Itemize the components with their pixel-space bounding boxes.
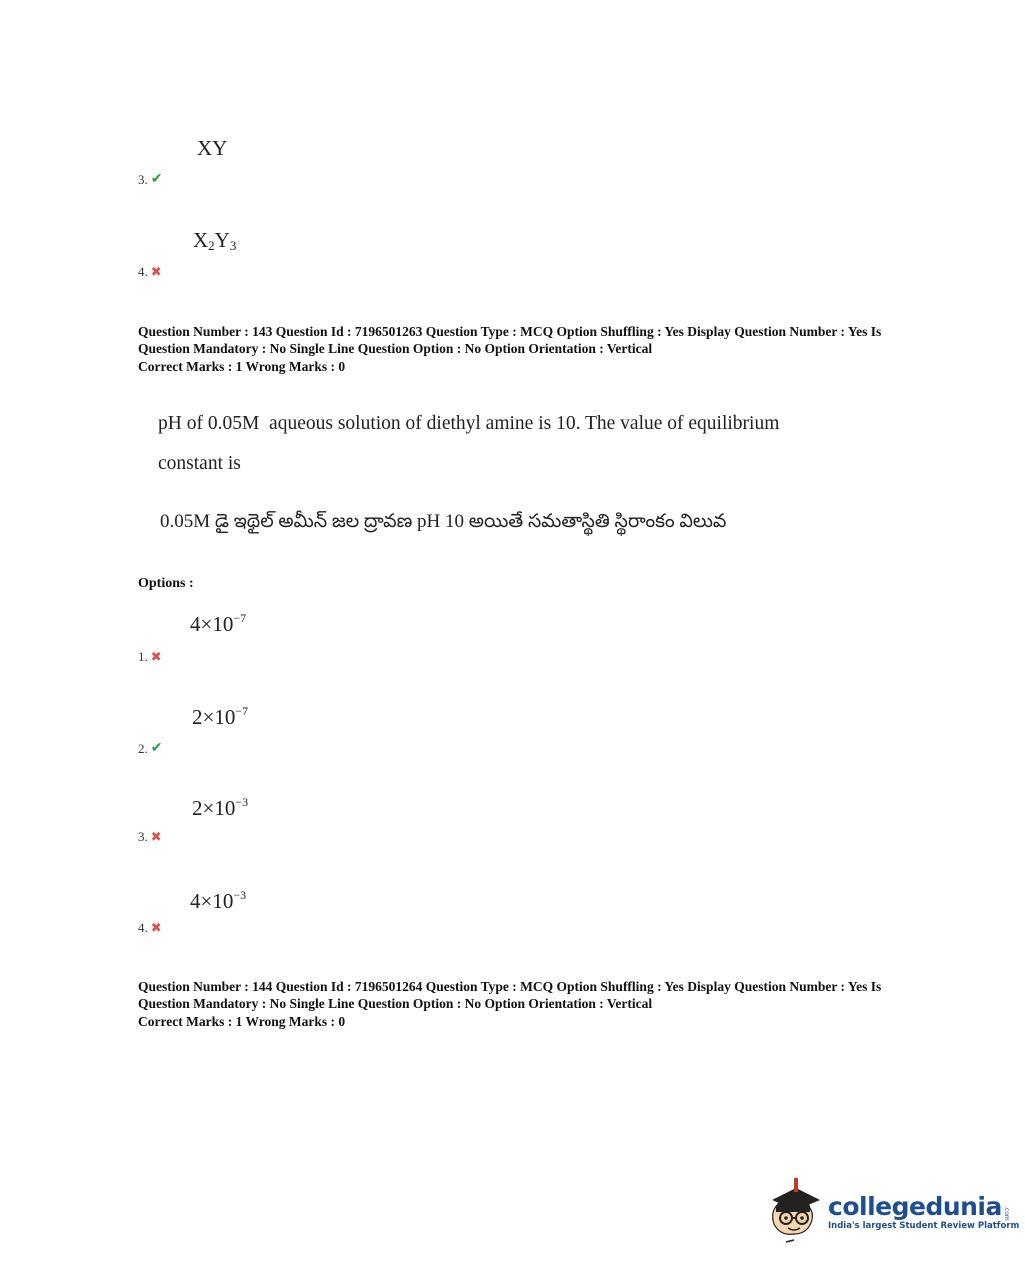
option-2-text [192, 704, 248, 730]
option-exponent: −3 [235, 795, 249, 809]
option-number-label: 3. [138, 171, 148, 187]
logo-text-block [828, 1192, 1019, 1231]
option-number-label: 3. [138, 829, 148, 844]
meta-line-1: Question Number : 144 Question Id : 7196501264 Question Type : MCQ Option Shuffling : Yes Display Question Number : Yes Is [138, 979, 882, 994]
option-base: 4×10 [190, 612, 234, 636]
logo-name: collegedunia [828, 1191, 1002, 1221]
option-exponent: −7 [233, 611, 247, 625]
option-base: 2×10 [192, 705, 236, 729]
question-143-text-line-1: pH of 0.05M aqueous solution of diethyl amine is 10. The value of equilibrium [158, 413, 780, 434]
option-1-text [190, 611, 246, 637]
meta-line-2: Question Mandatory : No Single Line Question Option : No Option Orientation : Vertical [138, 996, 653, 1011]
option-exponent: −7 [235, 704, 249, 718]
formula-y: Y [214, 228, 230, 252]
option-base: 2×10 [192, 796, 236, 820]
formula-x: X [193, 228, 209, 252]
logo-com: .com [1002, 1205, 1010, 1221]
logo-tagline: India's largest Student Review Platform [828, 1220, 1020, 1231]
question-143-text-line-2: constant is [158, 453, 241, 474]
check-icon: ✔ [150, 172, 163, 187]
formula-sub-1: 2 [208, 238, 215, 253]
option-2-number [138, 740, 162, 757]
option-number-label: 2. [138, 740, 148, 756]
option-exponent: −3 [233, 888, 247, 902]
question-144-meta [138, 978, 918, 1030]
prev-option-3-text: XY [197, 136, 228, 160]
collegedunia-logo [766, 1176, 1019, 1246]
prev-option-4-number [138, 264, 162, 280]
marks-line: Correct Marks : 1 Wrong Marks : 0 [138, 359, 346, 374]
option-number-label: 1. [138, 649, 148, 664]
options-label: Options : [138, 576, 194, 591]
cross-icon: ✖ [150, 649, 162, 664]
cross-icon: ✖ [150, 829, 162, 844]
option-1-number [138, 649, 162, 665]
option-number-label: 4. [138, 264, 148, 279]
mascot-icon [766, 1176, 822, 1246]
question-143-telugu-text: 0.05M డై ఇథైల్ అమీన్ జల ద్రావణ pH 10 అయితే సమతాస్థితి స్థిరాంకం విలువ [160, 511, 727, 532]
marks-line: Correct Marks : 1 Wrong Marks : 0 [138, 1014, 346, 1029]
option-base: 4×10 [190, 889, 234, 913]
question-143-meta [138, 323, 918, 375]
option-4-number [138, 920, 162, 936]
option-3-text [192, 795, 248, 821]
prev-option-4-text [193, 228, 236, 254]
option-number-label: 4. [138, 920, 148, 935]
check-icon: ✔ [150, 741, 163, 756]
meta-line-1: Question Number : 143 Question Id : 7196501263 Question Type : MCQ Option Shuffling : Yes Display Question Number : Yes Is [138, 324, 882, 339]
cross-icon: ✖ [150, 264, 162, 279]
prev-option-3-number [138, 171, 162, 188]
option-4-text [190, 888, 246, 914]
meta-line-2: Question Mandatory : No Single Line Question Option : No Option Orientation : Vertical [138, 341, 653, 356]
option-3-number [138, 829, 162, 845]
formula-sub-2: 3 [229, 238, 237, 253]
cross-icon: ✖ [150, 920, 162, 935]
